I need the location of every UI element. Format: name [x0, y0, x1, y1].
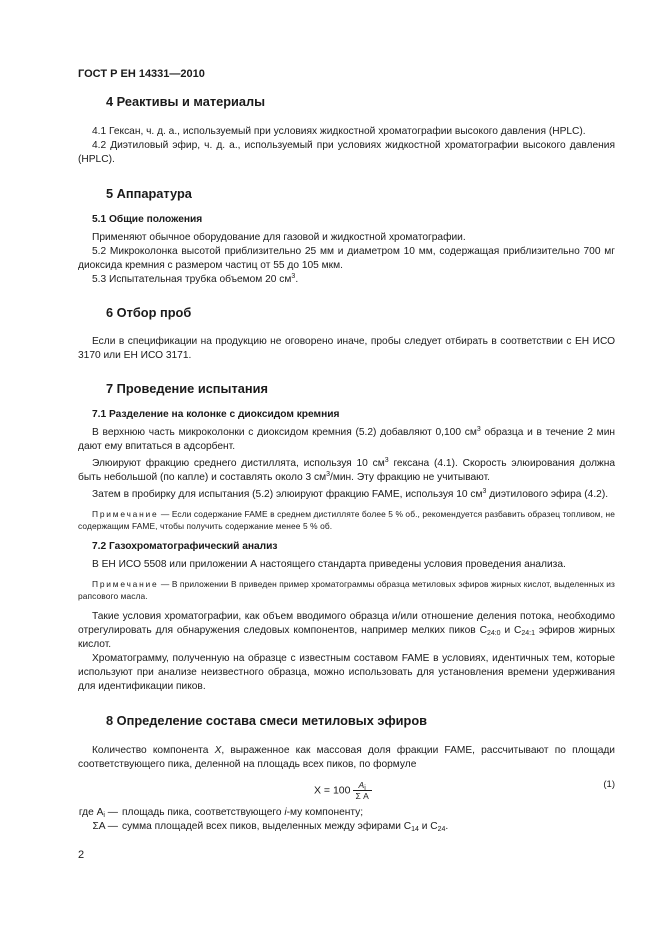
- legend-def-ai-var: i: [284, 807, 287, 818]
- clause-7-2-p3: Хроматограмму, полученную на образце с известным составом FAME в условиях, идентичных тем, которые используют при анализе неизвестного образца, можно использовать для установления времени удерживания для идентификации пиков.: [78, 653, 615, 692]
- legend-term-ai: [78, 806, 122, 820]
- clause-5-1-heading: 5.1 Общие положения: [92, 214, 203, 225]
- clause-5-2: 5.2 Микроколонка высотой приблизительно 25 мм и диаметром 10 мм, содержащая приблизительно 700 мг диоксида кремния с размером частиц от 55 до 105 мкм.: [78, 246, 615, 271]
- clause-7-1-p2-a: Элюируют фракцию среднего дистиллята, используя 10 см: [92, 458, 385, 469]
- clause-7-1-p2: [78, 457, 615, 485]
- legend-def-sum: [122, 820, 448, 834]
- legend-def-ai: [122, 806, 363, 820]
- clause-7-1-p2-b: гексана (4.1). Скорость элюирования должна быть небольшой (по капле) и составлять около 3 см: [78, 458, 615, 483]
- formula-legend: [78, 806, 615, 834]
- clause-4-2: 4.2 Диэтиловый эфир, ч. д. а., используемый при условиях жидкостной хроматографии высокого давления (HPLC).: [78, 140, 615, 165]
- page-number: 2: [78, 849, 85, 861]
- section-8-heading: 8 Определение состава смеси метиловых эфиров: [106, 713, 428, 728]
- clause-7-1-p3-b: диэтилового эфира (4.2).: [486, 489, 609, 500]
- legend-term-sum: ΣA —: [92, 821, 118, 832]
- clause-7-1-p1: [78, 426, 615, 454]
- note-7-2: [78, 578, 615, 602]
- section-7-heading: 7 Проведение испытания: [106, 381, 268, 396]
- section-8-p1-a: Количество компонента: [92, 745, 215, 756]
- clause-7-1-p1-b: образца и в течение 2 мин дают ему впитаться в адсорбент.: [78, 427, 616, 452]
- section-8-p1: [78, 744, 615, 772]
- note-7-1: [78, 508, 615, 532]
- document-body: [78, 93, 615, 834]
- legend-term-ai-a: где A: [78, 807, 104, 818]
- section-8-p1-var: X: [214, 745, 222, 756]
- section-6-heading: 6 Отбор проб: [106, 305, 192, 320]
- section-8-p1-b: , выраженное как массовая доля фракции FAME, рассчитывают по площади соответствующего пика, деленной на площадь всех пиков, по формуле: [78, 745, 615, 770]
- clause-5-3-sup: 3: [291, 273, 296, 280]
- clause-7-2-p2-b: и C: [500, 625, 522, 636]
- formula-expression: [314, 780, 372, 801]
- clause-7-2-p2-sub1: 24:0: [486, 630, 501, 637]
- clause-7-1-p3-a: Затем в пробирку для испытания (5.2) элюируют фракцию FAME, используя 10 см: [92, 489, 483, 500]
- legend-def-ai-a: площадь пика, соответствующего: [122, 807, 285, 818]
- legend-def-sum-sub1: 14: [411, 826, 419, 833]
- clause-5-1-text: Применяют обычное оборудование для газовой и жидкостной хроматографии.: [92, 232, 466, 243]
- legend-def-ai-b: -му компоненту;: [286, 807, 364, 818]
- clause-7-1-p2-sup1: 3: [384, 457, 389, 464]
- legend-row-ai: [78, 806, 615, 820]
- formula-num-var: A: [358, 780, 365, 790]
- note-7-2-text: — В приложении В приведен пример хроматограммы образца метиловых эфиров жирных кислот, выделенных из рапсового масла.: [78, 579, 615, 601]
- formula-lhs: X = 100: [314, 784, 351, 797]
- standard-header: ГОСТ Р ЕН 14331—2010: [78, 68, 205, 80]
- note-7-1-label: Примечание: [92, 509, 159, 519]
- formula-num-sub: i: [364, 785, 366, 792]
- formula-numerator: [353, 780, 372, 791]
- section-6-text: Если в спецификации на продукцию не оговорено иначе, пробы следует отбирать в соответствии с ЕН ИСО 3170 или ЕН ИСО 3171.: [78, 336, 615, 361]
- legend-row-sum: [78, 820, 615, 834]
- clause-7-1-p1-a: В верхнюю часть микроколонки с диоксидом кремния (5.2) добавляют 0,100 см: [92, 427, 477, 438]
- formula-denominator: Σ A: [355, 791, 369, 801]
- legend-def-sum-b: и C: [418, 821, 438, 832]
- clause-7-2-p2-c: эфиров жирных кислот.: [78, 625, 615, 650]
- section-4-heading: 4 Реактивы и материалы: [106, 94, 266, 109]
- note-7-1-text: — Если содержание FAME в среднем дистилляте более 5 % об., рекомендуется разбавить образец топливом, не содержащим FAME, чтобы получить содержание менее 5 % об.: [78, 509, 615, 531]
- clause-5-3: [78, 273, 615, 287]
- clause-5-3-end: .: [295, 274, 299, 285]
- clause-4-1: 4.1 Гексан, ч. д. а., используемый при условиях жидкостной хроматографии высокого давления (HPLC).: [92, 126, 586, 137]
- formula-fraction: [353, 780, 372, 801]
- legend-def-sum-sub2: 24: [437, 826, 446, 833]
- clause-7-2-p1: В ЕН ИСО 5508 или приложении А настоящего стандарта приведены условия проведения анализа.: [92, 559, 566, 570]
- formula-number: (1): [603, 779, 615, 790]
- legend-def-sum-c: .: [445, 821, 449, 832]
- section-5-heading: 5 Аппаратура: [106, 186, 192, 201]
- formula-1: [78, 774, 615, 804]
- clause-7-1-p3: [78, 488, 615, 502]
- legend-term-ai-sub: i: [103, 812, 105, 819]
- clause-5-3-text: 5.3 Испытательная трубка объемом 20 см: [92, 274, 292, 285]
- clause-7-1-p1-sup: 3: [476, 426, 481, 433]
- legend-term-ai-b: —: [104, 807, 118, 818]
- clause-7-1-p3-sup: 3: [482, 488, 487, 495]
- legend-def-sum-a: сумма площадей всех пиков, выделенных между эфирами C: [122, 821, 412, 832]
- note-7-2-label: Примечание: [92, 579, 159, 589]
- clause-7-1-p2-sup2: 3: [326, 471, 331, 478]
- clause-7-2-p2: [78, 610, 615, 652]
- clause-7-2-p2-a: Такие условия хроматографии, как объем вводимого образца и/или отношение деления потока, необходимо отрегулировать для обнаружения следовых компонентов, например мелких пиков C: [78, 611, 615, 636]
- clause-7-1-p2-c: /мин. Эту фракцию не учитывают.: [330, 472, 490, 483]
- clause-7-2-heading: 7.2 Газохроматографический анализ: [92, 541, 278, 552]
- clause-7-1-heading: 7.1 Разделение на колонке с диоксидом кремния: [92, 409, 340, 420]
- clause-7-2-p2-sub2: 24:1: [521, 630, 536, 637]
